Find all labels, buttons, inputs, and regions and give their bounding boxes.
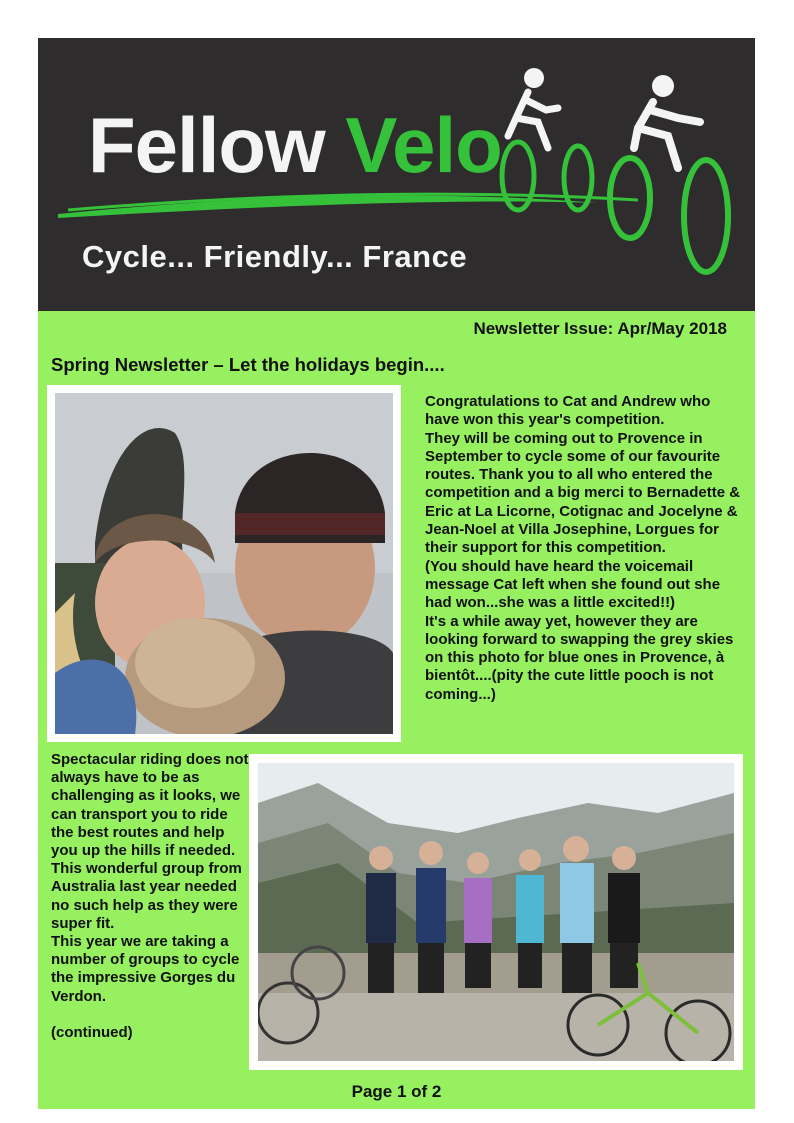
article-paragraph: Spectacular riding does not always have to be as challenging as it looks, we can transport you to ride the best routes and help you up the hills if needed. — [51, 751, 249, 860]
article-paragraph: They will be coming out to Provence in September to cycle some of our favourite routes. Thank you to all who entered the competition and a big merci to Bernadette & Eric at La Licorne, Cotignac and Jocelyne & Jean-Noel at Villa Josephine, Lorgues for their support for this competition. — [425, 429, 741, 557]
issue-label: Newsletter Issue: Apr/May 2018 — [473, 319, 727, 338]
group-photo — [249, 754, 743, 1070]
article-paragraph: This year we are taking a number of groups to cycle the impressive Gorges du Verdon. — [51, 933, 240, 1005]
cyclist-icon-right — [610, 75, 728, 272]
tagline: Cycle... Friendly... France — [82, 239, 468, 274]
header-banner — [38, 38, 755, 311]
continued-label: (continued) — [51, 1023, 133, 1041]
article-paragraph: This wonderful group from Australia last year needed no such help as they were super fit. — [51, 860, 242, 932]
cyclist-icon-left — [502, 68, 592, 210]
page-number: Page 1 of 2 — [351, 1082, 442, 1101]
winners-photo — [47, 385, 401, 742]
brand-name-part1: Fellow — [88, 101, 325, 189]
article-paragraph: Congratulations to Cat and Andrew who have won this year's competition. — [425, 393, 711, 429]
article-paragraph: (You should have heard the voicemail message Cat left when she found out she had won...she was a little excited!!) — [425, 557, 721, 612]
newsletter-title: Spring Newsletter – Let the holidays begin.... — [51, 354, 445, 375]
brand-name — [88, 101, 502, 189]
selfie-photo-image — [55, 393, 393, 734]
newsletter-body — [38, 311, 755, 1109]
riding-article — [51, 751, 251, 1042]
cycling-group-image — [258, 763, 734, 1061]
competition-article — [425, 393, 745, 704]
article-paragraph: It's a while away yet, however they are looking forward to swapping the grey skies on this photo for blue ones in Provence, à bientôt....(pity the cute little pooch is not coming...) — [425, 612, 734, 703]
brand-name-part2: Velo — [345, 101, 502, 189]
